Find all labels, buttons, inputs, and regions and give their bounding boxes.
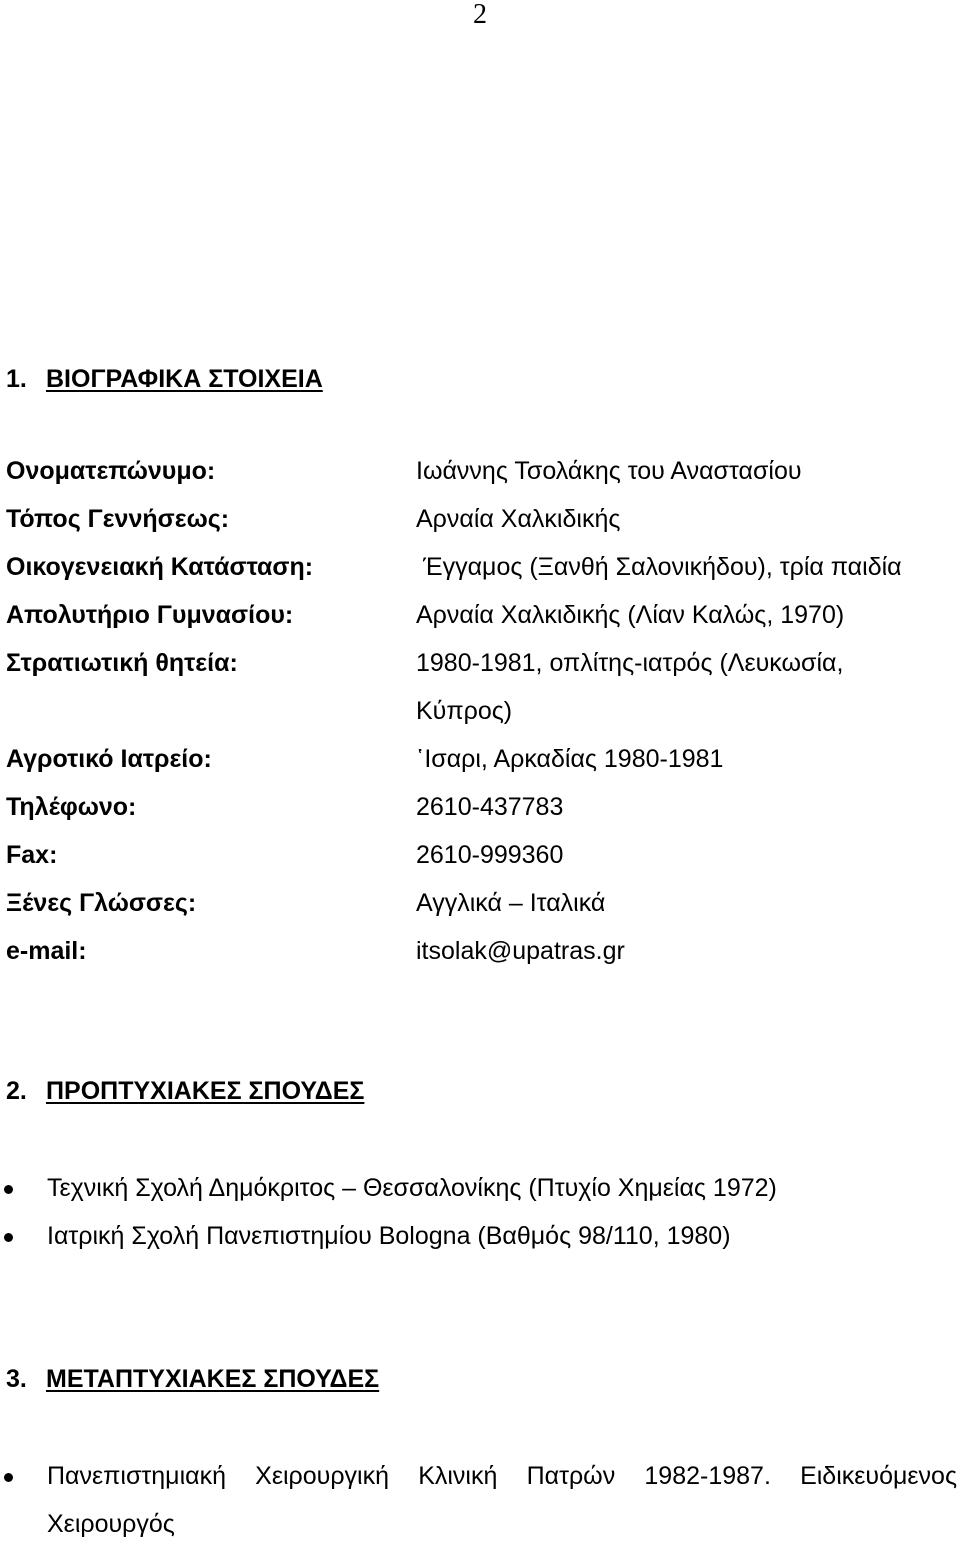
section-title: ΜΕΤΑΠΤΥΧΙΑΚΕΣ ΣΠΟΥΔΕΣ <box>46 1365 380 1393</box>
section-heading-postgraduate <box>6 1364 379 1394</box>
detail-label: Οικογενειακή Κατάσταση: <box>6 553 314 581</box>
detail-value: Αρναία Χαλκιδικής (Λίαν Καλώς, 1970) <box>416 601 845 629</box>
list-item-text: Τεχνική Σχολή Δημόκριτος – Θεσσαλονίκης (Πτυχίο Χημείας 1972) <box>47 1174 777 1202</box>
detail-value: 2610-999360 <box>416 841 564 869</box>
bullet-icon <box>4 1233 13 1242</box>
detail-row-rural-clinic <box>6 744 956 774</box>
detail-row-birthplace <box>6 504 956 534</box>
section-number: 1. <box>6 365 27 393</box>
detail-label: Ξένες Γλώσσες: <box>6 889 197 917</box>
detail-row-marital-status <box>6 552 956 582</box>
detail-label: Fax: <box>6 841 58 869</box>
detail-value: Ιωάννης Τσολάκης του Αναστασίου <box>416 457 802 485</box>
section-number: 2. <box>6 1077 27 1105</box>
list-item <box>0 1452 960 1548</box>
detail-label: Τόπος Γεννήσεως: <box>6 505 230 533</box>
bullet-icon <box>4 1473 13 1482</box>
detail-label: Απολυτήριο Γυμνασίου: <box>6 601 294 629</box>
email-link[interactable]: itsolak@upatras.gr <box>416 937 625 965</box>
detail-label: Τηλέφωνο: <box>6 793 137 821</box>
detail-label: Ονοματεπώνυμο: <box>6 457 216 485</box>
list-item-text: Ιατρική Σχολή Πανεπιστημίου Bologna (Βαθμός 98/110, 1980) <box>47 1222 731 1250</box>
detail-value: Κύπρος) <box>416 697 513 725</box>
detail-value: Έγγαμος (Ξανθή Σαλονικήδου), τρία παιδία <box>423 553 902 581</box>
detail-label: Στρατιωτική θητεία: <box>6 649 238 677</box>
detail-value: Αρναία Χαλκιδικής <box>416 505 621 533</box>
detail-value: Αγγλικά – Ιταλικά <box>416 889 606 917</box>
detail-label: Αγροτικό Ιατρείο: <box>6 745 212 773</box>
detail-value: 1980-1981, οπλίτης-ιατρός (Λευκωσία, <box>416 649 844 677</box>
detail-row-email <box>6 936 956 966</box>
list-item-text-continued: Χειρουργός <box>47 1510 175 1538</box>
section-title: ΒΙΟΓΡΑΦΙΚΑ ΣΤΟΙΧΕΙΑ <box>46 365 323 393</box>
section-heading-biographical <box>6 364 323 394</box>
detail-value: ῾Ισαρι, Αρκαδίας 1980-1981 <box>416 745 724 773</box>
bullet-icon <box>4 1185 13 1194</box>
detail-row-high-school <box>6 600 956 630</box>
detail-row-languages <box>6 888 956 918</box>
detail-label: e-mail: <box>6 937 87 965</box>
detail-row-fullname <box>6 456 956 486</box>
list-item-text: Πανεπιστημιακή Χειρουργική Κλινική Πατρών 1982-1987. Ειδικευόμενος <box>47 1462 957 1490</box>
detail-row-fax <box>6 840 956 870</box>
detail-row-military-service-cont <box>6 696 956 726</box>
page-number: 2 <box>473 0 487 30</box>
detail-row-phone <box>6 792 956 822</box>
section-heading-undergraduate <box>6 1076 364 1106</box>
detail-value: 2610-437783 <box>416 793 564 821</box>
section-title: ΠΡΟΠΤΥΧΙΑΚΕΣ ΣΠΟΥΔΕΣ <box>46 1077 365 1105</box>
detail-row-military-service <box>6 648 956 678</box>
section-number: 3. <box>6 1365 27 1393</box>
